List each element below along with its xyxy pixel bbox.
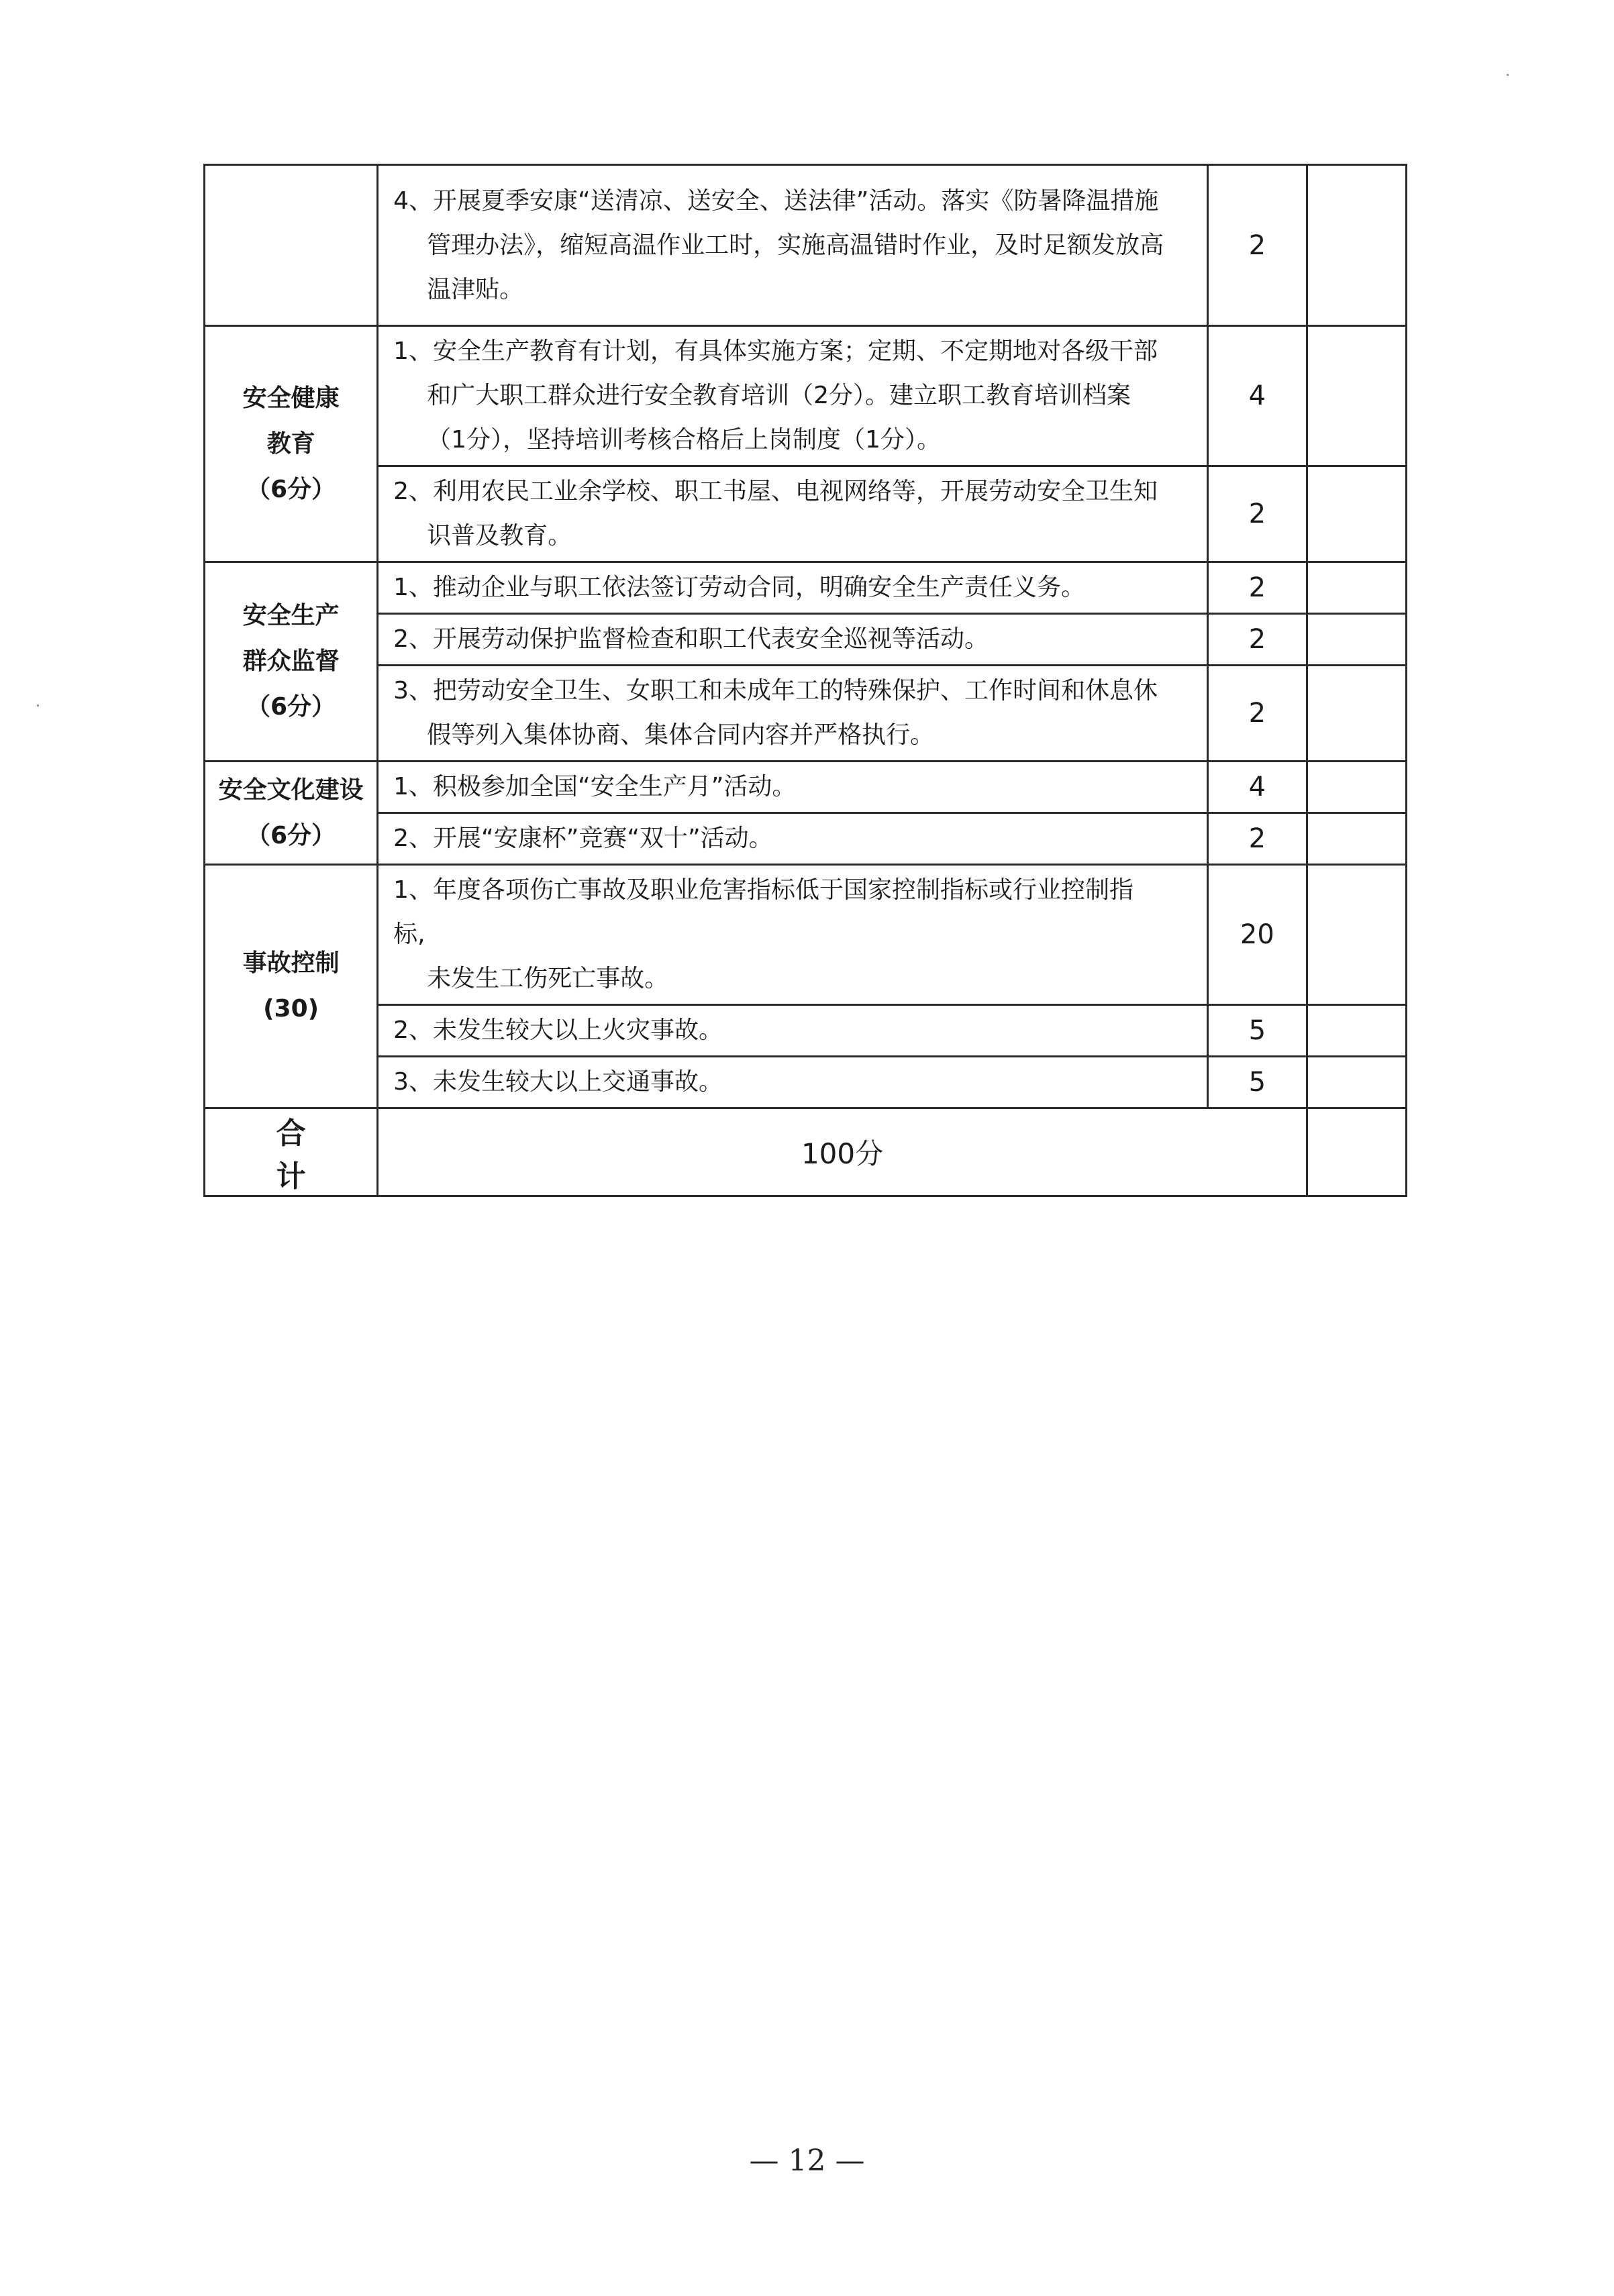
score-cell: 2 [1207,666,1307,762]
total-label: 合计 [205,1108,378,1196]
actual-score-cell [1307,813,1406,865]
score-cell: 2 [1207,165,1307,326]
content-cell [378,865,1208,1005]
content-cell [378,666,1208,762]
category-line: （6分） [246,475,336,503]
content-line: （1分），坚持培训考核合格后上岗制度（1分）。 [427,426,941,454]
score-cell: 5 [1207,1057,1307,1108]
table-row [205,326,1407,466]
actual-score-cell [1307,865,1406,1005]
category-line: （6分） [246,821,336,849]
category-cell-empty [205,165,378,326]
content-line: 标, [393,921,425,948]
scan-speck [37,705,39,707]
table-row [205,466,1407,562]
content-cell [378,326,1208,466]
content-cell [378,813,1208,865]
category-line: 事故控制 [242,949,340,977]
content-line: 1、年度各项伤亡事故及职业危害指标低于国家控制指标或行业控制指 [393,876,1134,904]
score-cell: 5 [1207,1005,1307,1057]
category-cell [205,326,378,562]
table-row [205,813,1407,865]
category-cell [205,865,378,1108]
category-cell [205,562,378,762]
content-cell [378,1057,1208,1108]
table-row [205,562,1407,614]
score-cell: 4 [1207,326,1307,466]
score-cell: 2 [1207,813,1307,865]
content-line: 1、推动企业与职工依法签订劳动合同，明确安全生产责任义务。 [393,574,1086,601]
total-value: 100分 [378,1108,1307,1196]
actual-score-cell [1307,1005,1406,1057]
content-line: 和广大职工群众进行安全教育培训（2分）。建立职工教育培训档案 [427,382,1131,409]
table-row [205,1005,1407,1057]
content-line: 4、开展夏季安康“送清凉、送安全、送法律”活动。落实《防暑降温措施 [393,187,1159,215]
table-row [205,165,1407,326]
category-cell [205,762,378,865]
actual-score-cell [1307,762,1406,813]
category-line: 安全健康 [242,384,340,412]
table-row [205,614,1407,666]
content-line: 温津贴。 [427,275,524,303]
category-line: 群众监督 [242,647,340,675]
actual-score-cell [1307,165,1406,326]
content-line: 3、未发生较大以上交通事故。 [393,1068,723,1096]
page-number: — 12 — [749,2144,865,2178]
score-cell: 2 [1207,614,1307,666]
content-cell [378,614,1208,666]
content-cell [378,466,1208,562]
content-line: 3、把劳动安全卫生、女职工和未成年工的特殊保护、工作时间和休息休 [393,677,1158,705]
table-row [205,666,1407,762]
actual-score-cell [1307,326,1406,466]
content-cell [378,562,1208,614]
score-cell: 20 [1207,865,1307,1005]
score-table [203,164,1407,1197]
category-line: （6分） [246,693,336,721]
table-row [205,1057,1407,1108]
score-cell: 2 [1207,466,1307,562]
content-line: 2、开展“安康杯”竞赛“双十”活动。 [393,825,773,852]
content-line: 管理办法》，缩短高温作业工时，实施高温错时作业，及时足额发放高 [427,231,1164,259]
category-line: (30) [263,995,319,1023]
category-line: 安全文化建设 [218,776,364,804]
actual-score-cell [1307,666,1406,762]
content-line: 识普及教育。 [427,522,572,550]
total-row [205,1108,1407,1196]
score-cell: 2 [1207,562,1307,614]
category-line: 教育 [266,429,315,458]
scan-speck [1507,74,1509,76]
content-cell [378,1005,1208,1057]
actual-score-cell [1307,466,1406,562]
content-cell [378,762,1208,813]
content-line: 1、积极参加全国“安全生产月”活动。 [393,773,797,800]
content-line: 未发生工伤死亡事故。 [427,965,669,992]
content-line: 2、未发生较大以上火灾事故。 [393,1016,723,1044]
content-line: 2、利用农民工业余学校、职工书屋、电视网络等，开展劳动安全卫生知 [393,478,1158,505]
content-cell [378,165,1208,326]
actual-score-cell [1307,614,1406,666]
category-line: 安全生产 [242,602,340,629]
actual-score-cell [1307,1108,1406,1196]
content-line: 1、安全生产教育有计划，有具体实施方案；定期、不定期地对各级干部 [393,337,1158,365]
content-line: 2、开展劳动保护监督检查和职工代表安全巡视等活动。 [393,625,989,653]
table-row [205,762,1407,813]
score-cell: 4 [1207,762,1307,813]
actual-score-cell [1307,562,1406,614]
actual-score-cell [1307,1057,1406,1108]
table-row [205,865,1407,1005]
content-line: 假等列入集体协商、集体合同内容并严格执行。 [427,721,935,749]
